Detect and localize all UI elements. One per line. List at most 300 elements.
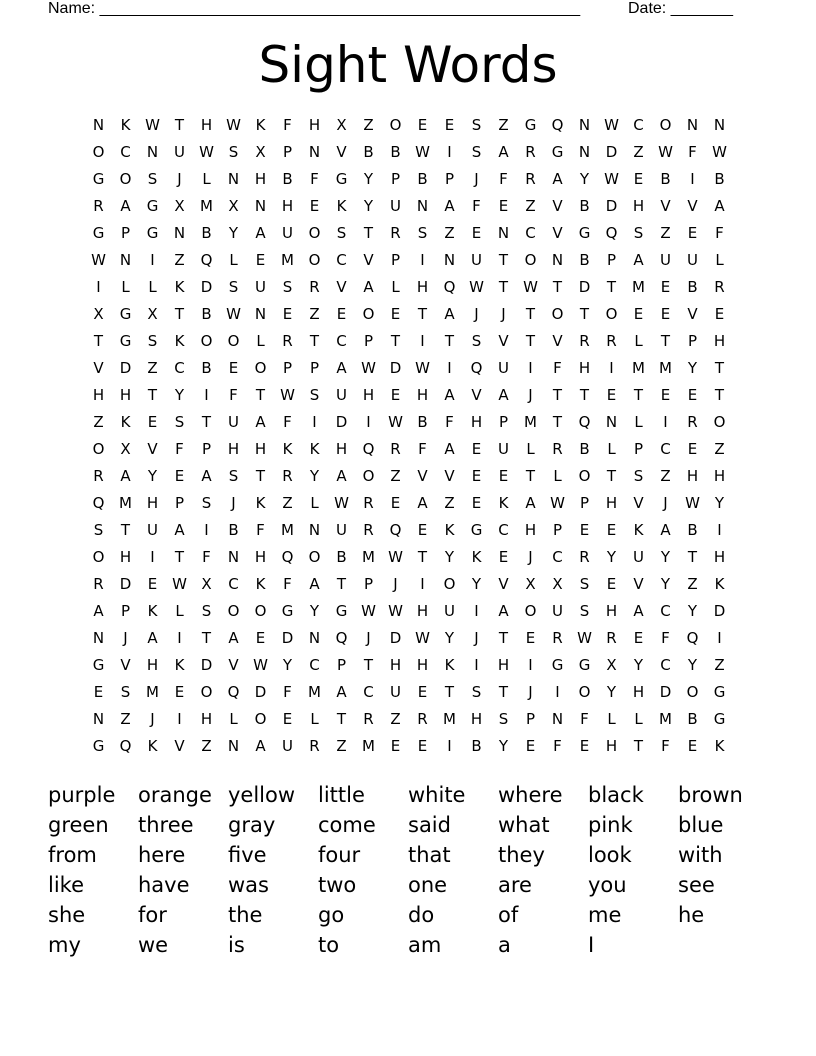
grid-letter: W — [253, 655, 268, 674]
grid-letter: E — [498, 547, 509, 566]
word-list-item: do — [408, 903, 435, 927]
grid-letter: F — [661, 628, 670, 647]
grid-letter: Y — [363, 169, 374, 188]
grid-letter: N — [686, 115, 699, 134]
grid-letter: Y — [228, 223, 239, 242]
grid-letter: O — [713, 412, 726, 431]
grid-letter: K — [444, 520, 455, 539]
grid-letter: L — [202, 169, 211, 188]
grid-letter: O — [92, 439, 105, 458]
grid-letter: O — [578, 466, 591, 485]
grid-letter: M — [200, 196, 213, 215]
grid-letter: Y — [309, 466, 320, 485]
grid-letter: G — [524, 115, 537, 134]
grid-letter: W — [226, 304, 241, 323]
grid-letter: U — [552, 601, 563, 620]
grid-letter: L — [634, 412, 643, 431]
grid-letter: R — [525, 142, 536, 161]
grid-letter: T — [660, 331, 671, 350]
grid-letter: Z — [525, 196, 536, 215]
grid-letter: O — [227, 601, 240, 620]
grid-letter: S — [633, 466, 644, 485]
grid-letter: R — [309, 277, 320, 296]
grid-letter: G — [578, 655, 591, 674]
word-list-item: purple — [48, 783, 116, 807]
grid-letter: F — [310, 169, 319, 188]
grid-letter: U — [390, 196, 401, 215]
grid-letter: V — [336, 142, 347, 161]
grid-letter: B — [201, 223, 212, 242]
grid-letter: H — [605, 736, 618, 755]
grid-letter: E — [471, 223, 482, 242]
grid-letter: M — [281, 250, 294, 269]
grid-letter: M — [632, 358, 645, 377]
grid-letter: T — [552, 277, 563, 296]
grid-letter: E — [174, 466, 185, 485]
grid-letter: E — [687, 439, 698, 458]
grid-letter: G — [713, 682, 726, 701]
grid-letter: B — [714, 169, 725, 188]
grid-letter: T — [174, 547, 185, 566]
grid-letter: G — [119, 331, 132, 350]
grid-letter: K — [444, 655, 455, 674]
grid-letter: S — [201, 493, 212, 512]
grid-letter: P — [525, 709, 536, 728]
grid-letter: K — [633, 520, 644, 539]
grid-letter: T — [498, 628, 509, 647]
word-list-item: I — [588, 933, 595, 957]
grid-letter: I — [528, 655, 533, 674]
grid-letter: T — [606, 466, 617, 485]
grid-letter: S — [174, 412, 185, 431]
grid-letter: D — [659, 682, 672, 701]
grid-letter: E — [228, 358, 239, 377]
grid-letter: X — [147, 304, 158, 323]
grid-letter: L — [148, 277, 157, 296]
grid-letter: R — [579, 331, 590, 350]
word-list-item: of — [498, 903, 519, 927]
grid-letter: K — [120, 412, 131, 431]
grid-letter: W — [577, 628, 592, 647]
grid-letter: A — [660, 520, 671, 539]
grid-letter: Q — [470, 358, 483, 377]
grid-letter: G — [281, 601, 294, 620]
grid-letter: U — [228, 412, 239, 431]
grid-letter: N — [119, 250, 132, 269]
grid-letter: A — [444, 439, 455, 458]
grid-letter: E — [390, 385, 401, 404]
grid-letter: F — [688, 142, 697, 161]
grid-letter: J — [474, 628, 479, 647]
grid-letter: I — [204, 385, 209, 404]
grid-letter: G — [92, 169, 105, 188]
grid-letter: N — [578, 142, 591, 161]
grid-letter: M — [308, 682, 321, 701]
grid-letter: N — [92, 628, 105, 647]
grid-letter: R — [606, 331, 617, 350]
grid-letter: R — [552, 439, 563, 458]
grid-letter: J — [528, 547, 533, 566]
grid-letter: I — [447, 736, 452, 755]
grid-letter: O — [362, 304, 375, 323]
grid-letter: B — [579, 250, 590, 269]
grid-letter: T — [174, 115, 185, 134]
grid-letter: X — [93, 304, 104, 323]
grid-letter: A — [255, 223, 266, 242]
grid-letter: Q — [686, 628, 699, 647]
grid-letter: X — [201, 574, 212, 593]
grid-letter: E — [255, 250, 266, 269]
grid-letter: J — [393, 574, 398, 593]
grid-letter: I — [609, 358, 614, 377]
grid-letter: L — [715, 250, 724, 269]
grid-letter: V — [417, 466, 428, 485]
grid-letter: P — [687, 331, 698, 350]
grid-letter: S — [417, 223, 428, 242]
word-list-item: black — [588, 783, 644, 807]
grid-letter: U — [174, 142, 185, 161]
grid-letter: V — [174, 736, 185, 755]
grid-letter: N — [308, 142, 321, 161]
grid-letter: L — [175, 601, 184, 620]
grid-letter: I — [150, 250, 155, 269]
grid-letter: N — [308, 628, 321, 647]
grid-letter: I — [717, 520, 722, 539]
word-list-item: you — [588, 873, 627, 897]
word-list-item: am — [408, 933, 442, 957]
grid-letter: W — [388, 412, 403, 431]
grid-letter: X — [174, 196, 185, 215]
word-list-item: with — [678, 843, 723, 867]
grid-letter: H — [713, 547, 726, 566]
grid-letter: I — [177, 709, 182, 728]
grid-letter: E — [579, 520, 590, 539]
grid-letter: A — [120, 196, 131, 215]
grid-letter: V — [336, 277, 347, 296]
grid-letter: H — [227, 439, 240, 458]
grid-letter: F — [175, 439, 184, 458]
grid-letter: B — [687, 520, 698, 539]
grid-letter: H — [200, 709, 213, 728]
word-list-item: said — [408, 813, 451, 837]
grid-letter: O — [254, 601, 267, 620]
grid-letter: T — [687, 547, 698, 566]
grid-letter: F — [283, 574, 292, 593]
grid-letter: T — [606, 277, 617, 296]
grid-letter: Q — [443, 277, 456, 296]
grid-letter: V — [228, 655, 239, 674]
grid-letter: Z — [201, 736, 212, 755]
grid-letter: B — [363, 142, 374, 161]
grid-letter: N — [254, 196, 267, 215]
grid-letter: E — [498, 196, 509, 215]
grid-letter: Q — [605, 223, 618, 242]
grid-letter: W — [550, 493, 565, 512]
grid-letter: H — [92, 385, 105, 404]
grid-letter: B — [687, 277, 698, 296]
word-list-item: they — [498, 843, 545, 867]
grid-letter: Z — [147, 358, 158, 377]
grid-letter: W — [199, 142, 214, 161]
grid-letter: E — [498, 466, 509, 485]
grid-letter: R — [525, 169, 536, 188]
grid-letter: T — [255, 466, 266, 485]
grid-letter: N — [227, 547, 240, 566]
grid-letter: C — [363, 682, 374, 701]
grid-letter: D — [335, 412, 348, 431]
grid-letter: W — [415, 358, 430, 377]
grid-letter: K — [147, 736, 158, 755]
grid-letter: K — [174, 655, 185, 674]
grid-letter: A — [417, 493, 428, 512]
grid-letter: R — [579, 547, 590, 566]
grid-letter: R — [390, 439, 401, 458]
grid-letter: N — [308, 520, 321, 539]
grid-letter: P — [201, 439, 212, 458]
grid-letter: J — [663, 493, 668, 512]
grid-letter: Y — [687, 601, 698, 620]
grid-letter: A — [336, 682, 347, 701]
grid-letter: H — [119, 547, 132, 566]
grid-letter: E — [633, 304, 644, 323]
grid-letter: H — [254, 169, 267, 188]
grid-letter: O — [362, 466, 375, 485]
grid-letter: S — [336, 223, 347, 242]
grid-letter: K — [120, 115, 131, 134]
grid-letter: R — [714, 277, 725, 296]
grid-letter: A — [444, 385, 455, 404]
header-row — [48, 0, 748, 20]
grid-letter: W — [712, 142, 727, 161]
grid-letter: J — [123, 628, 128, 647]
grid-letter: E — [687, 385, 698, 404]
grid-letter: I — [528, 358, 533, 377]
word-list-item: my — [48, 933, 81, 957]
grid-letter: X — [120, 439, 131, 458]
grid-letter: S — [147, 169, 158, 188]
grid-letter: C — [660, 439, 671, 458]
grid-letter: I — [366, 412, 371, 431]
grid-letter: O — [200, 331, 213, 350]
grid-letter: Y — [687, 358, 698, 377]
grid-letter: Q — [281, 547, 294, 566]
grid-letter: B — [687, 709, 698, 728]
grid-letter: N — [551, 250, 564, 269]
grid-letter: B — [417, 169, 428, 188]
grid-letter: D — [605, 142, 618, 161]
date-field-label[interactable]: Date: _______ — [628, 0, 733, 17]
grid-letter: A — [255, 736, 266, 755]
grid-letter: T — [147, 385, 158, 404]
word-list-item: gray — [228, 813, 276, 837]
grid-letter: O — [308, 547, 321, 566]
grid-letter: A — [93, 601, 104, 620]
grid-letter: J — [501, 304, 506, 323]
word-list-item: for — [138, 903, 167, 927]
grid-letter: W — [172, 574, 187, 593]
grid-letter: R — [687, 412, 698, 431]
grid-letter: E — [417, 736, 428, 755]
grid-letter: D — [200, 277, 213, 296]
grid-letter: J — [366, 628, 371, 647]
grid-letter: Y — [282, 655, 293, 674]
grid-letter: W — [280, 385, 295, 404]
grid-letter: V — [444, 466, 455, 485]
word-list-item: see — [678, 873, 715, 897]
grid-letter: Z — [444, 493, 455, 512]
grid-letter: C — [633, 115, 644, 134]
grid-letter: R — [417, 709, 428, 728]
grid-letter: E — [390, 736, 401, 755]
grid-letter: K — [498, 493, 509, 512]
grid-letter: O — [92, 142, 105, 161]
grid-letter: W — [658, 142, 673, 161]
grid-letter: J — [528, 385, 533, 404]
grid-letter: H — [416, 655, 429, 674]
grid-letter: L — [634, 709, 643, 728]
grid-letter: B — [579, 196, 590, 215]
grid-letter: A — [498, 142, 509, 161]
grid-letter: E — [471, 439, 482, 458]
grid-letter: T — [498, 250, 509, 269]
grid-letter: Z — [633, 142, 644, 161]
grid-letter: N — [227, 736, 240, 755]
word-list-item: she — [48, 903, 86, 927]
grid-letter: Q — [200, 250, 213, 269]
grid-letter: W — [145, 115, 160, 134]
grid-letter: F — [229, 385, 238, 404]
grid-letter: E — [579, 736, 590, 755]
grid-letter: M — [443, 709, 456, 728]
grid-letter: H — [416, 385, 429, 404]
grid-letter: H — [713, 331, 726, 350]
name-field-label[interactable]: Name: ______________________________________________________ — [48, 0, 581, 17]
grid-letter: W — [388, 601, 403, 620]
grid-letter: E — [147, 412, 158, 431]
grid-letter: O — [389, 115, 402, 134]
grid-letter: A — [120, 466, 131, 485]
grid-letter: M — [362, 736, 375, 755]
word-list-item: to — [318, 933, 340, 957]
grid-letter: N — [146, 142, 159, 161]
grid-letter: Y — [309, 601, 320, 620]
grid-letter: F — [283, 115, 292, 134]
grid-letter: H — [497, 655, 510, 674]
grid-letter: U — [336, 385, 347, 404]
grid-letter: Z — [282, 493, 293, 512]
grid-letter: P — [120, 601, 131, 620]
grid-letter: S — [471, 682, 482, 701]
grid-letter: S — [147, 331, 158, 350]
grid-letter: E — [174, 682, 185, 701]
grid-letter: Z — [390, 466, 401, 485]
grid-letter: Z — [336, 736, 347, 755]
grid-letter: Z — [390, 709, 401, 728]
grid-letter: H — [119, 385, 132, 404]
grid-letter: B — [579, 439, 590, 458]
grid-letter: A — [201, 466, 212, 485]
grid-letter: K — [714, 736, 725, 755]
word-list-item: come — [318, 813, 376, 837]
grid-letter: J — [474, 304, 479, 323]
grid-letter: G — [578, 223, 591, 242]
grid-letter: G — [713, 709, 726, 728]
grid-letter: R — [363, 493, 374, 512]
grid-letter: M — [659, 358, 672, 377]
grid-letter: I — [474, 655, 479, 674]
grid-letter: B — [417, 412, 428, 431]
word-list-item: pink — [588, 813, 633, 837]
grid-letter: Y — [579, 169, 590, 188]
word-list-item: is — [228, 933, 245, 957]
grid-letter: F — [283, 412, 292, 431]
grid-letter: E — [687, 736, 698, 755]
word-list-item: have — [138, 873, 190, 897]
grid-letter: D — [119, 358, 132, 377]
grid-letter: J — [150, 709, 155, 728]
grid-letter: V — [633, 493, 644, 512]
grid-letter: T — [633, 736, 644, 755]
grid-letter: X — [228, 196, 239, 215]
grid-letter: T — [525, 331, 536, 350]
grid-letter: M — [362, 547, 375, 566]
grid-letter: A — [363, 277, 374, 296]
grid-letter: A — [147, 628, 158, 647]
grid-letter: B — [390, 142, 401, 161]
grid-letter: O — [308, 223, 321, 242]
grid-letter: W — [388, 547, 403, 566]
grid-letter: T — [201, 412, 212, 431]
grid-letter: E — [525, 736, 536, 755]
grid-letter: I — [474, 601, 479, 620]
grid-letter: T — [444, 331, 455, 350]
grid-letter: H — [254, 547, 267, 566]
grid-letter: J — [177, 169, 182, 188]
grid-letter: A — [174, 520, 185, 539]
grid-letter: Z — [93, 412, 104, 431]
grid-letter: L — [553, 466, 562, 485]
grid-letter: M — [659, 709, 672, 728]
grid-letter: K — [255, 115, 266, 134]
grid-letter: C — [336, 331, 347, 350]
grid-letter: U — [255, 277, 266, 296]
word-list-item: he — [678, 903, 705, 927]
grid-letter: T — [363, 223, 374, 242]
grid-letter: H — [308, 115, 321, 134]
grid-letter: T — [390, 331, 401, 350]
word-list-item: where — [498, 783, 563, 807]
grid-letter: V — [687, 304, 698, 323]
grid-letter: W — [604, 169, 619, 188]
grid-letter: Y — [471, 574, 482, 593]
word-list-item: was — [228, 873, 269, 897]
grid-letter: B — [282, 169, 293, 188]
grid-letter: P — [633, 439, 644, 458]
grid-letter: T — [552, 385, 563, 404]
grid-letter: H — [470, 709, 483, 728]
grid-letter: U — [498, 439, 509, 458]
grid-letter: O — [227, 331, 240, 350]
grid-letter: A — [444, 304, 455, 323]
grid-letter: E — [687, 223, 698, 242]
grid-letter: R — [282, 331, 293, 350]
grid-letter: H — [524, 520, 537, 539]
grid-letter: V — [687, 196, 698, 215]
grid-letter: T — [633, 385, 644, 404]
grid-letter: N — [497, 223, 510, 242]
grid-letter: U — [660, 250, 671, 269]
grid-letter: G — [335, 601, 348, 620]
